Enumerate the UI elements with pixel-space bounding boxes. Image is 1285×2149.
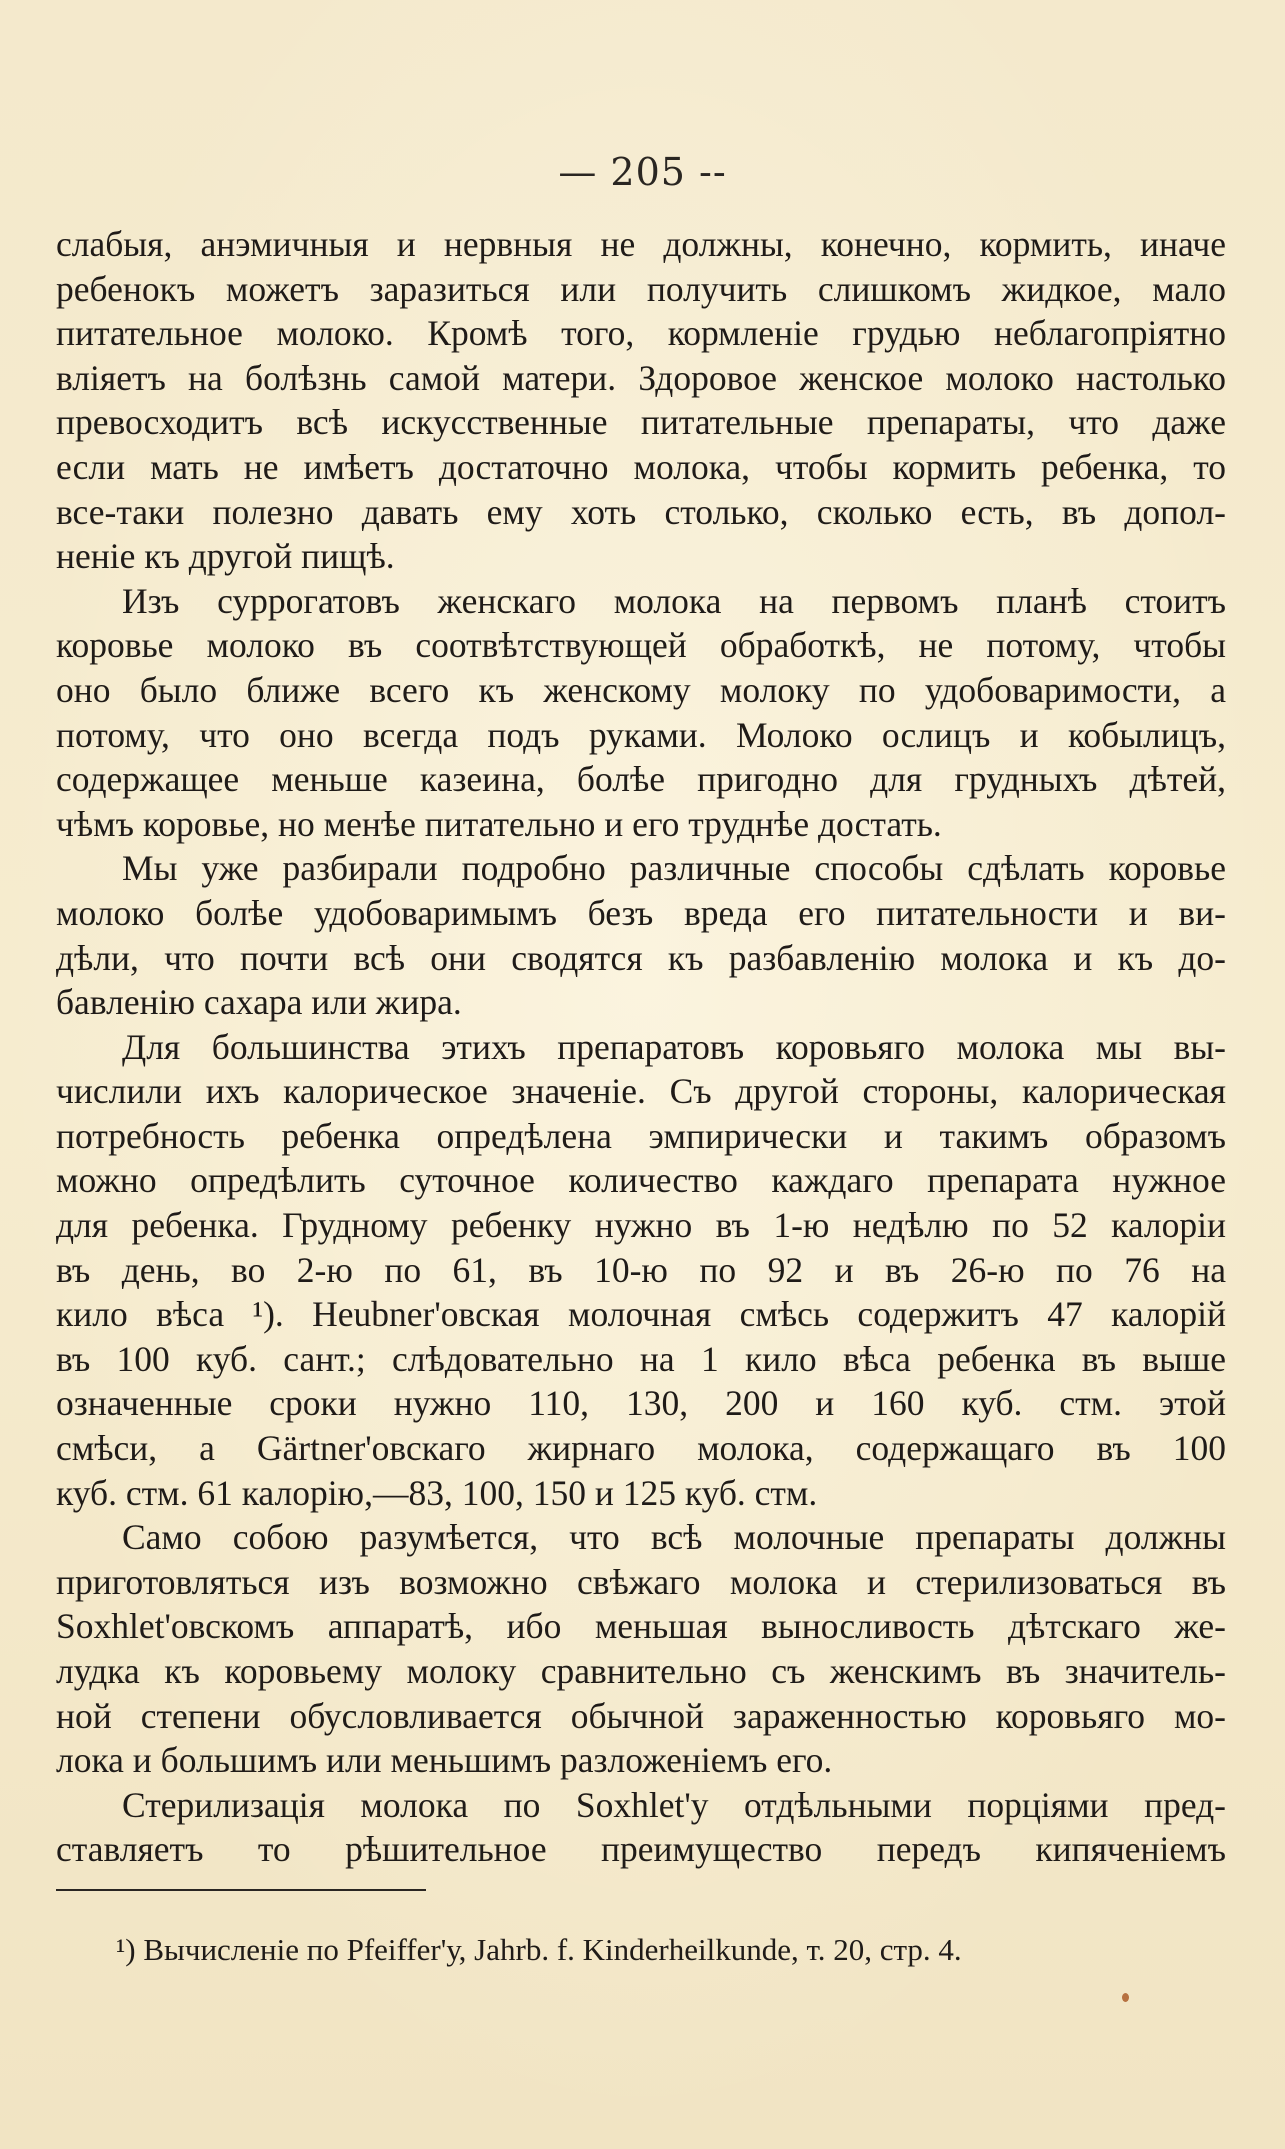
text-line: молоко болѣе удобоваримымъ безъ вреда его питательности и ви- (56, 892, 1226, 933)
ink-spot (1122, 1993, 1129, 2002)
text-line: смѣси, а Gärtner'овскаго жирнаго молока, содержащаго въ 100 (56, 1428, 1226, 1469)
page-number: — 205 -- (558, 150, 727, 194)
text-line: если мать не имѣетъ достаточно молока, чтобы кормить ребенка, то (56, 446, 1226, 487)
text-line: все-таки полезно давать ему хоть столько, сколько есть, въ допол- (56, 491, 1226, 532)
text-line: кило вѣса ¹). Heubner'овская молочная смѣсь содержитъ 47 калорій (56, 1294, 1226, 1335)
text-line: ставляетъ то рѣшительное преимущество передъ кипяченіемъ (56, 1829, 1226, 1870)
footnote-divider (56, 1889, 426, 1891)
text-line: Мы уже разбирали подробно различные способы сдѣлать коровье (122, 848, 1226, 889)
text-line: потому, что оно всегда подъ руками. Молоко ослицъ и кобылицъ, (56, 714, 1226, 755)
text-line: лока и большимъ или меньшимъ разложеніемъ его. (56, 1740, 833, 1781)
paragraph-2 (56, 579, 1226, 847)
text-line: можно опредѣлить суточное количество каждаго препарата нужное (56, 1160, 1226, 1201)
text-line: коровье молоко въ соотвѣтствующей обработкѣ, не потому, чтобы (56, 625, 1226, 666)
text-line: превосходитъ всѣ искусственные питательные препараты, что даже (56, 402, 1226, 443)
text-line: приготовляться изъ возможно свѣжаго молока и стерилизоваться въ (56, 1561, 1226, 1602)
text-line: означенные сроки нужно 110, 130, 200 и 160 куб. стм. этой (56, 1383, 1226, 1424)
text-line: въ день, во 2-ю по 61, въ 10-ю по 92 и въ 26-ю по 76 на (56, 1249, 1226, 1290)
paragraph-1 (56, 222, 1226, 579)
text-line: слабыя, анэмичныя и нервныя не должны, конечно, кормить, иначе (56, 224, 1226, 264)
text-line: въ 100 куб. сант.; слѣдовательно на 1 кило вѣса ребенка въ выше (56, 1338, 1226, 1379)
text-line: куб. стм. 61 калорію,—83, 100, 150 и 125 куб. стм. (56, 1472, 818, 1513)
text-line: содержащее меньше казеина, болѣе пригодно для грудныхъ дѣтей, (56, 759, 1226, 800)
text-line: чѣмъ коровье, но менѣе питательно и его труднѣе достать. (56, 803, 942, 844)
text-line: для ребенка. Грудному ребенку нужно въ 1-ю недѣлю по 52 калоріи (56, 1205, 1226, 1246)
text-line: Стерилизація молока по Soxhlet'у отдѣльными порціями пред- (122, 1784, 1226, 1825)
paragraph-4 (56, 1025, 1226, 1516)
text-line: дѣли, что почти всѣ они сводятся къ разбавленію молока и къ до- (56, 937, 1226, 978)
text-line: питательное молоко. Кромѣ того, кормленіе грудью неблагопріятно (56, 313, 1226, 354)
text-line: числили ихъ калорическое значеніе. Съ другой стороны, калорическая (56, 1071, 1226, 1112)
text-line: ребенокъ можетъ заразиться или получить слишкомъ жидкое, мало (56, 268, 1226, 309)
paragraph-5 (56, 1515, 1226, 1783)
text-line: Для большинства этихъ препаратовъ коровьяго молока мы вы- (122, 1026, 1226, 1067)
text-line: Soxhlet'овскомъ аппаратѣ, ибо меньшая выносливость дѣтскаго же- (56, 1606, 1226, 1647)
body-text (56, 222, 1226, 1872)
footnote: ¹) Вычисленіе по Pfeiffer'у, Jahrb. f. Kinderheilkunde, т. 20, стр. 4. (116, 1932, 962, 1967)
text-line: ной степени обусловливается обычной зараженностью коровьяго мо- (56, 1695, 1226, 1736)
text-line: оно было ближе всего къ женскому молоку по удобоваримости, а (56, 669, 1226, 710)
text-line: лудка къ коровьему молоку сравнительно съ женскимъ въ значитель- (56, 1651, 1226, 1691)
text-line: потребность ребенка опредѣлена эмпирически и такимъ образомъ (56, 1115, 1226, 1156)
paragraph-3 (56, 846, 1226, 1024)
text-line: Изъ суррогатовъ женскаго молока на первомъ планѣ стоитъ (122, 580, 1226, 621)
paragraph-6 (56, 1783, 1226, 1872)
text-line: неніе къ другой пищѣ. (56, 536, 395, 577)
text-line: Само собою разумѣется, что всѣ молочные препараты должны (122, 1517, 1226, 1558)
text-line: бавленію сахара или жира. (56, 982, 462, 1023)
text-line: вліяетъ на болѣзнь самой матери. Здоровое женское молоко настолько (56, 357, 1226, 398)
